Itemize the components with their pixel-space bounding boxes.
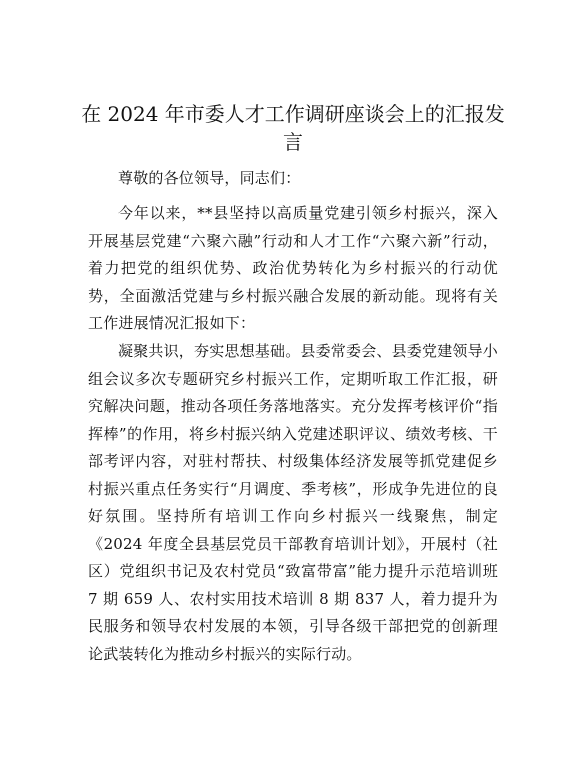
paragraph-consensus: 凝聚共识，夯实思想基础。县委常委会、县委党建领导小组会议多次专题研究乡村振兴工作，定期听取工作汇报，研究解决问题，推动各项任务落地落实。充分发挥考核评价“指挥棒”的作用，将乡村振兴纳入党建述职评议、绩效考核、干部考评内容，对驻村帮扶、村级集体经济发展等抓党建促乡村振兴重点任务实行“月调度、季考核”，形成争先进位的良好氛围。坚持所有培训工作向乡村振兴一线聚焦，制定《2024 年度全县基层党员干部教育培训计划》，开展村（社区）党组织书记及农村党员“致富带富”能力提升示范培训班 7 期 659 人、农村实用技术培训 8 期 837 人，着力提升为民服务和领导农村发展的本领，引导各级干部把党的创新理论武装转化为推动乡村振兴的实际行动。 <box>88 342 499 663</box>
document-title: 在 2024 年市委人才工作调研座谈会上的汇报发言 <box>81 102 505 154</box>
paragraph-intro: 今年以来，**县坚持以高质量党建引领乡村振兴，深入开展基层党建“六聚六融”行动和人才工作“六聚六新”行动，着力把党的组织优势、政治优势转化为乡村振兴的行动优势，全面激活党建与乡村振兴融合发展的新动能。现将有关工作进展情况汇报如下： <box>88 204 498 332</box>
greeting-line: 尊敬的各位领导，同志们： <box>118 169 301 187</box>
